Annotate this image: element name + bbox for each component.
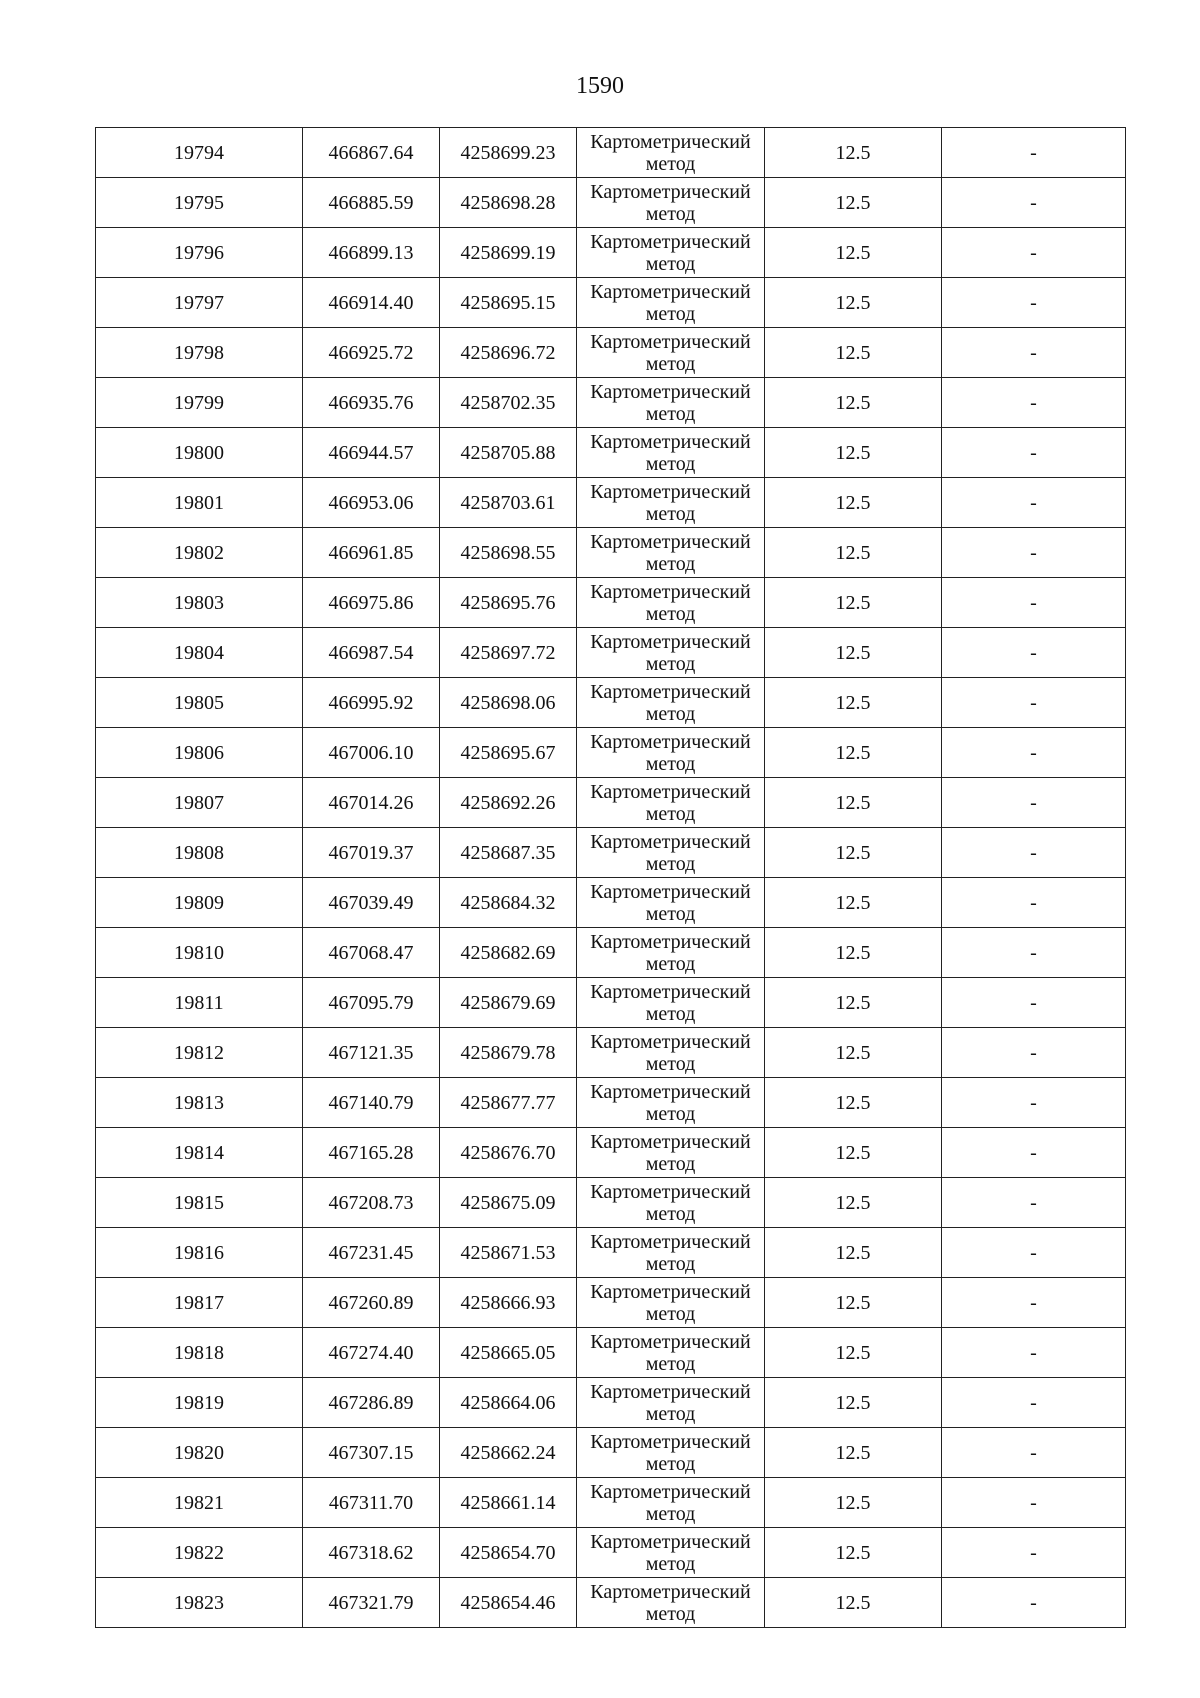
method-line2: метод	[645, 1502, 696, 1525]
x-coordinate-cell: 467095.79	[303, 978, 440, 1028]
table-row	[96, 1228, 1126, 1278]
method-line2: метод	[645, 702, 696, 725]
x-coordinate-cell: 466885.59	[303, 178, 440, 228]
x-coordinate-cell: 467121.35	[303, 1028, 440, 1078]
x-coordinate-cell: 466935.76	[303, 378, 440, 428]
accuracy-cell: 12.5	[765, 678, 942, 728]
method-line2: метод	[645, 652, 696, 675]
y-coordinate-cell: 4258702.35	[440, 378, 577, 428]
method-cell	[577, 428, 765, 478]
method-line1: Картометрический	[590, 130, 751, 153]
note-cell: -	[942, 1028, 1126, 1078]
method-cell	[577, 528, 765, 578]
table-row	[96, 428, 1126, 478]
y-coordinate-cell: 4258698.06	[440, 678, 577, 728]
method-cell	[577, 478, 765, 528]
note-cell: -	[942, 828, 1126, 878]
method-cell	[577, 1328, 765, 1378]
accuracy-cell: 12.5	[765, 528, 942, 578]
method-cell	[577, 1178, 765, 1228]
method-cell	[577, 728, 765, 778]
method-line2: метод	[645, 902, 696, 925]
note-cell: -	[942, 528, 1126, 578]
method-cell	[577, 1578, 765, 1628]
note-cell: -	[942, 1478, 1126, 1528]
method-line2: метод	[645, 1352, 696, 1375]
point-id-cell: 19809	[96, 878, 303, 928]
x-coordinate-cell: 466899.13	[303, 228, 440, 278]
method-cell	[577, 1078, 765, 1128]
method-line2: метод	[645, 1552, 696, 1575]
method-line1: Картометрический	[590, 930, 751, 953]
accuracy-cell: 12.5	[765, 228, 942, 278]
note-cell: -	[942, 428, 1126, 478]
point-id-cell: 19818	[96, 1328, 303, 1378]
point-id-cell: 19813	[96, 1078, 303, 1128]
x-coordinate-cell: 467068.47	[303, 928, 440, 978]
method-cell	[577, 1128, 765, 1178]
method-line1: Картометрический	[590, 680, 751, 703]
method-line2: метод	[645, 352, 696, 375]
accuracy-cell: 12.5	[765, 1528, 942, 1578]
y-coordinate-cell: 4258697.72	[440, 628, 577, 678]
note-cell: -	[942, 278, 1126, 328]
accuracy-cell: 12.5	[765, 878, 942, 928]
accuracy-cell: 12.5	[765, 1578, 942, 1628]
method-line1: Картометрический	[590, 1130, 751, 1153]
method-line1: Картометрический	[590, 330, 751, 353]
note-cell: -	[942, 778, 1126, 828]
note-cell: -	[942, 1328, 1126, 1378]
y-coordinate-cell: 4258695.15	[440, 278, 577, 328]
note-cell: -	[942, 1378, 1126, 1428]
table-row	[96, 278, 1126, 328]
y-coordinate-cell: 4258687.35	[440, 828, 577, 878]
note-cell: -	[942, 878, 1126, 928]
y-coordinate-cell: 4258664.06	[440, 1378, 577, 1428]
method-line2: метод	[645, 452, 696, 475]
note-cell: -	[942, 228, 1126, 278]
table-row	[96, 1478, 1126, 1528]
accuracy-cell: 12.5	[765, 328, 942, 378]
point-id-cell: 19816	[96, 1228, 303, 1278]
method-line1: Картометрический	[590, 880, 751, 903]
method-line1: Картометрический	[590, 1230, 751, 1253]
y-coordinate-cell: 4258698.28	[440, 178, 577, 228]
accuracy-cell: 12.5	[765, 1478, 942, 1528]
y-coordinate-cell: 4258662.24	[440, 1428, 577, 1478]
method-line1: Картометрический	[590, 980, 751, 1003]
y-coordinate-cell: 4258679.78	[440, 1028, 577, 1078]
method-line1: Картометрический	[590, 730, 751, 753]
table-row	[96, 728, 1126, 778]
x-coordinate-cell: 467311.70	[303, 1478, 440, 1528]
method-line2: метод	[645, 1102, 696, 1125]
accuracy-cell: 12.5	[765, 1028, 942, 1078]
accuracy-cell: 12.5	[765, 1378, 942, 1428]
accuracy-cell: 12.5	[765, 928, 942, 978]
y-coordinate-cell: 4258677.77	[440, 1078, 577, 1128]
accuracy-cell: 12.5	[765, 628, 942, 678]
accuracy-cell: 12.5	[765, 1328, 942, 1378]
method-line1: Картометрический	[590, 580, 751, 603]
method-line1: Картометрический	[590, 1180, 751, 1203]
point-id-cell: 19806	[96, 728, 303, 778]
method-line2: метод	[645, 1452, 696, 1475]
method-line2: метод	[645, 802, 696, 825]
accuracy-cell: 12.5	[765, 1278, 942, 1328]
point-id-cell: 19820	[96, 1428, 303, 1478]
y-coordinate-cell: 4258696.72	[440, 328, 577, 378]
x-coordinate-cell: 467019.37	[303, 828, 440, 878]
method-line2: метод	[645, 502, 696, 525]
method-cell	[577, 1378, 765, 1428]
accuracy-cell: 12.5	[765, 1228, 942, 1278]
x-coordinate-cell: 466867.64	[303, 128, 440, 178]
method-line2: метод	[645, 1602, 696, 1625]
x-coordinate-cell: 467165.28	[303, 1128, 440, 1178]
method-line2: метод	[645, 252, 696, 275]
note-cell: -	[942, 1228, 1126, 1278]
method-line1: Картометрический	[590, 430, 751, 453]
method-line1: Картометрический	[590, 630, 751, 653]
method-cell	[577, 978, 765, 1028]
accuracy-cell: 12.5	[765, 378, 942, 428]
method-line1: Картометрический	[590, 1380, 751, 1403]
y-coordinate-cell: 4258703.61	[440, 478, 577, 528]
table-row	[96, 578, 1126, 628]
method-line2: метод	[645, 552, 696, 575]
note-cell: -	[942, 678, 1126, 728]
method-line1: Картометрический	[590, 1330, 751, 1353]
method-line1: Картометрический	[590, 280, 751, 303]
method-line1: Картометрический	[590, 1530, 751, 1553]
x-coordinate-cell: 467274.40	[303, 1328, 440, 1378]
point-id-cell: 19822	[96, 1528, 303, 1578]
method-cell	[577, 228, 765, 278]
method-line2: метод	[645, 1202, 696, 1225]
accuracy-cell: 12.5	[765, 728, 942, 778]
accuracy-cell: 12.5	[765, 578, 942, 628]
method-line2: метод	[645, 152, 696, 175]
accuracy-cell: 12.5	[765, 828, 942, 878]
y-coordinate-cell: 4258692.26	[440, 778, 577, 828]
point-id-cell: 19807	[96, 778, 303, 828]
x-coordinate-cell: 467208.73	[303, 1178, 440, 1228]
table-row	[96, 1578, 1126, 1628]
method-line2: метод	[645, 402, 696, 425]
table-row	[96, 1028, 1126, 1078]
table-row	[96, 978, 1126, 1028]
point-id-cell: 19802	[96, 528, 303, 578]
note-cell: -	[942, 378, 1126, 428]
x-coordinate-cell: 466914.40	[303, 278, 440, 328]
note-cell: -	[942, 1428, 1126, 1478]
method-line2: метод	[645, 602, 696, 625]
note-cell: -	[942, 728, 1126, 778]
note-cell: -	[942, 1178, 1126, 1228]
method-cell	[577, 1528, 765, 1578]
accuracy-cell: 12.5	[765, 128, 942, 178]
method-line1: Картометрический	[590, 530, 751, 553]
table-row	[96, 228, 1126, 278]
y-coordinate-cell: 4258705.88	[440, 428, 577, 478]
point-id-cell: 19810	[96, 928, 303, 978]
table-row	[96, 1078, 1126, 1128]
y-coordinate-cell: 4258666.93	[440, 1278, 577, 1328]
x-coordinate-cell: 466925.72	[303, 328, 440, 378]
note-cell: -	[942, 478, 1126, 528]
table-row	[96, 478, 1126, 528]
point-id-cell: 19817	[96, 1278, 303, 1328]
method-line1: Картометрический	[590, 230, 751, 253]
x-coordinate-cell: 467231.45	[303, 1228, 440, 1278]
method-line2: метод	[645, 1302, 696, 1325]
accuracy-cell: 12.5	[765, 1128, 942, 1178]
table-row	[96, 928, 1126, 978]
point-id-cell: 19798	[96, 328, 303, 378]
accuracy-cell: 12.5	[765, 978, 942, 1028]
method-line1: Картометрический	[590, 1430, 751, 1453]
point-id-cell: 19814	[96, 1128, 303, 1178]
x-coordinate-cell: 467039.49	[303, 878, 440, 928]
method-cell	[577, 878, 765, 928]
note-cell: -	[942, 328, 1126, 378]
method-line2: метод	[645, 1052, 696, 1075]
y-coordinate-cell: 4258654.70	[440, 1528, 577, 1578]
y-coordinate-cell: 4258675.09	[440, 1178, 577, 1228]
x-coordinate-cell: 466975.86	[303, 578, 440, 628]
method-line2: метод	[645, 202, 696, 225]
coordinates-table-body	[96, 128, 1126, 1628]
table-row	[96, 828, 1126, 878]
y-coordinate-cell: 4258661.14	[440, 1478, 577, 1528]
note-cell: -	[942, 1128, 1126, 1178]
table-row	[96, 628, 1126, 678]
note-cell: -	[942, 1278, 1126, 1328]
accuracy-cell: 12.5	[765, 778, 942, 828]
method-cell	[577, 678, 765, 728]
x-coordinate-cell: 466987.54	[303, 628, 440, 678]
method-cell	[577, 328, 765, 378]
table-row	[96, 528, 1126, 578]
accuracy-cell: 12.5	[765, 478, 942, 528]
note-cell: -	[942, 128, 1126, 178]
point-id-cell: 19812	[96, 1028, 303, 1078]
x-coordinate-cell: 467014.26	[303, 778, 440, 828]
table-row	[96, 1178, 1126, 1228]
table-row	[96, 1278, 1126, 1328]
point-id-cell: 19805	[96, 678, 303, 728]
point-id-cell: 19808	[96, 828, 303, 878]
note-cell: -	[942, 1578, 1126, 1628]
y-coordinate-cell: 4258684.32	[440, 878, 577, 928]
note-cell: -	[942, 178, 1126, 228]
x-coordinate-cell: 466995.92	[303, 678, 440, 728]
method-cell	[577, 778, 765, 828]
point-id-cell: 19800	[96, 428, 303, 478]
method-line2: метод	[645, 752, 696, 775]
table-row	[96, 878, 1126, 928]
x-coordinate-cell: 467260.89	[303, 1278, 440, 1328]
method-cell	[577, 178, 765, 228]
method-line1: Картометрический	[590, 480, 751, 503]
method-line1: Картометрический	[590, 780, 751, 803]
method-cell	[577, 628, 765, 678]
method-cell	[577, 1228, 765, 1278]
method-cell	[577, 128, 765, 178]
accuracy-cell: 12.5	[765, 428, 942, 478]
y-coordinate-cell: 4258676.70	[440, 1128, 577, 1178]
accuracy-cell: 12.5	[765, 178, 942, 228]
point-id-cell: 19799	[96, 378, 303, 428]
method-cell	[577, 1428, 765, 1478]
point-id-cell: 19821	[96, 1478, 303, 1528]
method-line2: метод	[645, 302, 696, 325]
point-id-cell: 19795	[96, 178, 303, 228]
method-line2: метод	[645, 852, 696, 875]
x-coordinate-cell: 466953.06	[303, 478, 440, 528]
accuracy-cell: 12.5	[765, 1428, 942, 1478]
method-line1: Картометрический	[590, 180, 751, 203]
y-coordinate-cell: 4258698.55	[440, 528, 577, 578]
accuracy-cell: 12.5	[765, 1078, 942, 1128]
page-number: 1590	[576, 73, 624, 99]
coordinates-table	[95, 127, 1126, 1628]
y-coordinate-cell: 4258654.46	[440, 1578, 577, 1628]
accuracy-cell: 12.5	[765, 1178, 942, 1228]
note-cell: -	[942, 1078, 1126, 1128]
x-coordinate-cell: 466944.57	[303, 428, 440, 478]
method-line1: Картометрический	[590, 1030, 751, 1053]
method-line2: метод	[645, 952, 696, 975]
method-cell	[577, 1028, 765, 1078]
y-coordinate-cell: 4258695.67	[440, 728, 577, 778]
method-line2: метод	[645, 1402, 696, 1425]
point-id-cell: 19811	[96, 978, 303, 1028]
y-coordinate-cell: 4258671.53	[440, 1228, 577, 1278]
y-coordinate-cell: 4258699.19	[440, 228, 577, 278]
note-cell: -	[942, 978, 1126, 1028]
table-row	[96, 1128, 1126, 1178]
method-line2: метод	[645, 1252, 696, 1275]
note-cell: -	[942, 1528, 1126, 1578]
table-row	[96, 1378, 1126, 1428]
method-line1: Картометрический	[590, 1080, 751, 1103]
y-coordinate-cell: 4258679.69	[440, 978, 577, 1028]
method-cell	[577, 828, 765, 878]
accuracy-cell: 12.5	[765, 278, 942, 328]
note-cell: -	[942, 928, 1126, 978]
method-cell	[577, 1278, 765, 1328]
method-line1: Картометрический	[590, 1580, 751, 1603]
point-id-cell: 19797	[96, 278, 303, 328]
method-line2: метод	[645, 1152, 696, 1175]
point-id-cell: 19804	[96, 628, 303, 678]
table-row	[96, 1428, 1126, 1478]
point-id-cell: 19796	[96, 228, 303, 278]
y-coordinate-cell: 4258682.69	[440, 928, 577, 978]
x-coordinate-cell: 467286.89	[303, 1378, 440, 1428]
point-id-cell: 19823	[96, 1578, 303, 1628]
table-row	[96, 778, 1126, 828]
x-coordinate-cell: 466961.85	[303, 528, 440, 578]
x-coordinate-cell: 467307.15	[303, 1428, 440, 1478]
method-cell	[577, 578, 765, 628]
method-line1: Картометрический	[590, 830, 751, 853]
note-cell: -	[942, 628, 1126, 678]
table-row	[96, 178, 1126, 228]
table-row	[96, 1328, 1126, 1378]
x-coordinate-cell: 467006.10	[303, 728, 440, 778]
method-line1: Картометрический	[590, 380, 751, 403]
table-row	[96, 1528, 1126, 1578]
method-line1: Картометрический	[590, 1280, 751, 1303]
y-coordinate-cell: 4258665.05	[440, 1328, 577, 1378]
method-cell	[577, 378, 765, 428]
table-row	[96, 128, 1126, 178]
method-line2: метод	[645, 1002, 696, 1025]
table-row	[96, 678, 1126, 728]
point-id-cell: 19801	[96, 478, 303, 528]
point-id-cell: 19815	[96, 1178, 303, 1228]
point-id-cell: 19794	[96, 128, 303, 178]
x-coordinate-cell: 467321.79	[303, 1578, 440, 1628]
y-coordinate-cell: 4258695.76	[440, 578, 577, 628]
method-cell	[577, 1478, 765, 1528]
method-cell	[577, 278, 765, 328]
x-coordinate-cell: 467140.79	[303, 1078, 440, 1128]
method-line1: Картометрический	[590, 1480, 751, 1503]
method-cell	[577, 928, 765, 978]
table-row	[96, 328, 1126, 378]
x-coordinate-cell: 467318.62	[303, 1528, 440, 1578]
point-id-cell: 19819	[96, 1378, 303, 1428]
point-id-cell: 19803	[96, 578, 303, 628]
table-row	[96, 378, 1126, 428]
note-cell: -	[942, 578, 1126, 628]
y-coordinate-cell: 4258699.23	[440, 128, 577, 178]
